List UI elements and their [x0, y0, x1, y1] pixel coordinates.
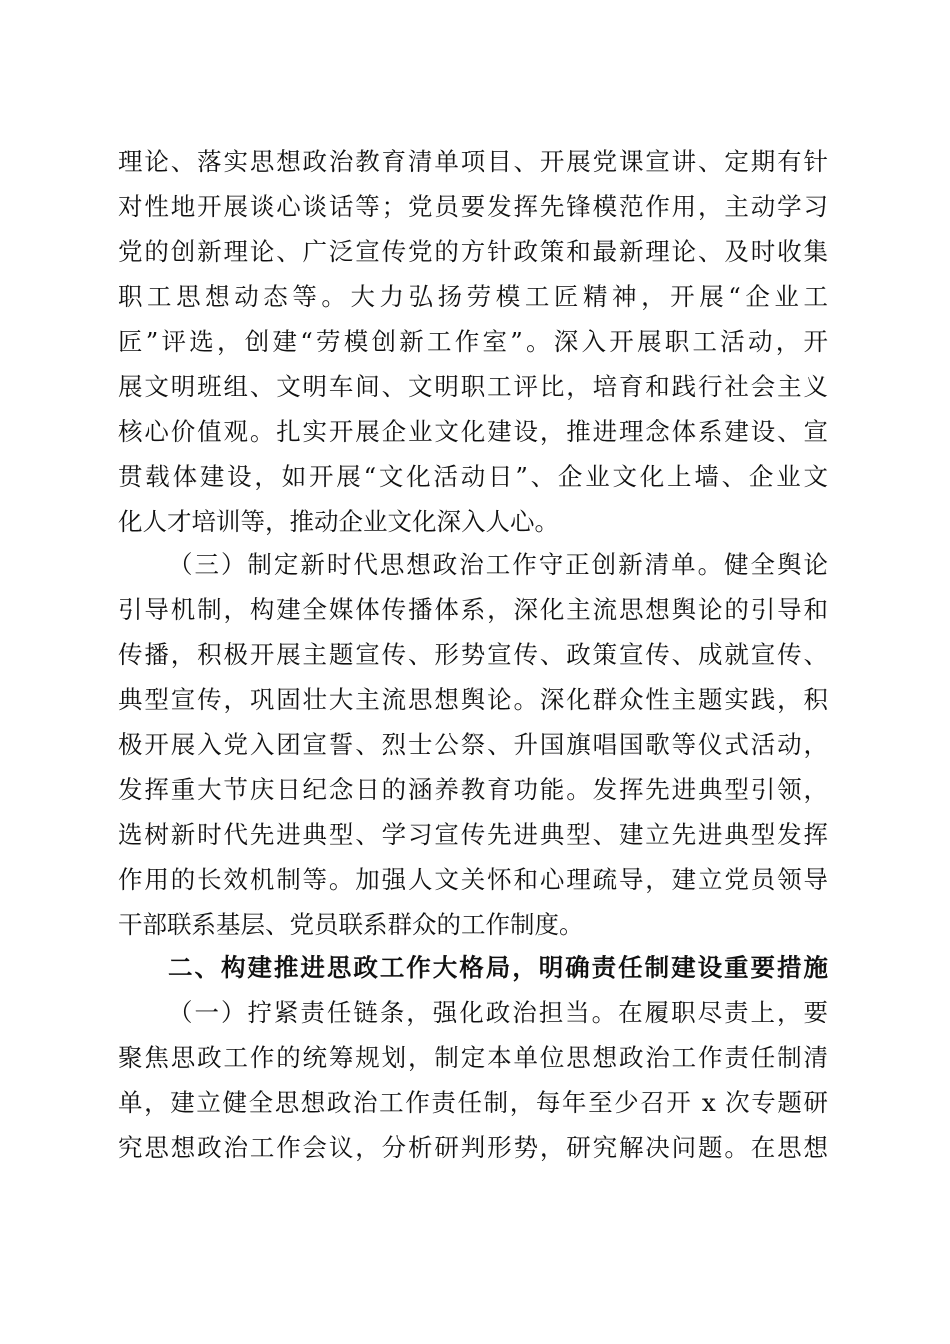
text-line: 核心价值观。扎实开展企业文化建设，推进理念体系建设、宣 — [118, 417, 828, 446]
text-line: 对性地开展谈心谈话等；党员要发挥先锋模范作用，主动学习 — [118, 192, 828, 221]
text-line: 典型宣传，巩固壮大主流思想舆论。深化群众性主题实践，积 — [118, 685, 828, 714]
text-line: （一）拧紧责任链条，强化政治担当。在履职尽责上，要 — [168, 998, 828, 1027]
text-line: 聚焦思政工作的统筹规划，制定本单位思想政治工作责任制清 — [118, 1043, 828, 1072]
text-line: 作用的长效机制等。加强人文关怀和心理疏导，建立党员领导 — [118, 865, 828, 894]
text-line: 党的创新理论、广泛宣传党的方针政策和最新理论、及时收集 — [118, 237, 828, 266]
text-line: 化人才培训等，推动企业文化深入人心。 — [118, 507, 559, 536]
text-line: 引导机制，构建全媒体传播体系，深化主流思想舆论的引导和 — [118, 595, 828, 624]
text-line: 究思想政治工作会议，分析研判形势，研究解决问题。在思想 — [118, 1133, 828, 1162]
section-heading: 二、构建推进思政工作大格局，明确责任制建设重要措施 — [168, 953, 828, 982]
text-line: 发挥重大节庆日纪念日的涵养教育功能。发挥先进典型引领， — [118, 775, 828, 804]
text-line: （三）制定新时代思想政治工作守正创新清单。健全舆论 — [168, 550, 828, 579]
text-line: 理论、落实思想政治教育清单项目、开展党课宣讲、定期有针 — [118, 147, 828, 176]
text-line: 选树新时代先进典型、学习宣传先进典型、建立先进典型发挥 — [118, 820, 828, 849]
text-line: 职工思想动态等。大力弘扬劳模工匠精神，开展“企业工 — [118, 282, 828, 311]
text-line: 展文明班组、文明车间、文明职工评比，培育和践行社会主义 — [118, 372, 828, 401]
text-line: 干部联系基层、党员联系群众的工作制度。 — [118, 910, 584, 939]
text-line: 极开展入党入团宣誓、烈士公祭、升国旗唱国歌等仪式活动， — [118, 730, 828, 759]
text-line: 贯载体建设，如开展“文化活动日”、企业文化上墙、企业文 — [118, 462, 828, 491]
text-line: 传播，积极开展主题宣传、形势宣传、政策宣传、成就宣传、 — [118, 640, 828, 669]
text-line: 匠”评选，创建“劳模创新工作室”。深入开展职工活动，开 — [118, 327, 828, 356]
text-line: 单，建立健全思想政治工作责任制，每年至少召开 x 次专题研 — [118, 1088, 828, 1117]
